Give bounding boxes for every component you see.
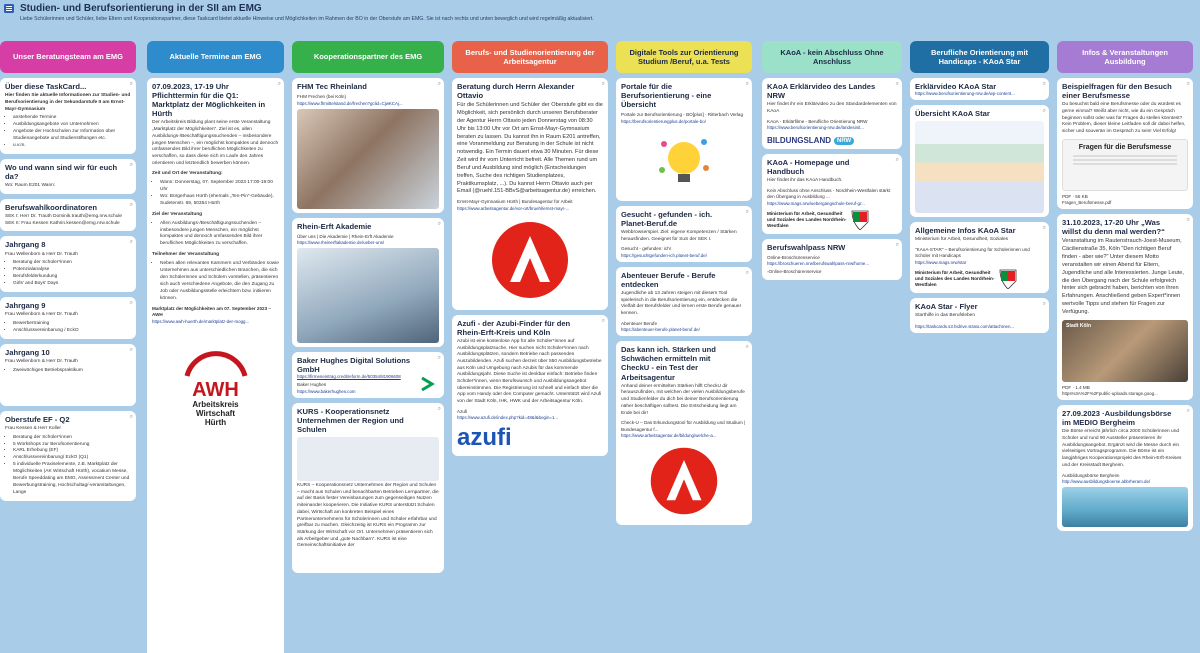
- list-item: • Potenzialanalyse: [13, 267, 131, 274]
- link-title[interactable]: Marktplatz der Möglichkeiten am 07. September 2023 – AWH: [152, 305, 271, 318]
- card-kurs[interactable]: [292, 403, 444, 573]
- card-fhm[interactable]: [292, 78, 444, 213]
- link-url[interactable]: https://abenteuer-berufe.planet-beruf.de/: [621, 327, 700, 333]
- search-icon[interactable]: ⌕: [277, 81, 281, 87]
- pdf-preview-title: Fragen für die Berufsmesse: [1078, 143, 1172, 151]
- link-url[interactable]: https://firmeneintrag.creditreform.de/50354/81906608: [297, 374, 401, 380]
- card-title: Allgemeine Infos KAoA Star: [915, 226, 1016, 236]
- card-title: KAoA Star - Flyer: [915, 301, 978, 311]
- board-subtitle: Liebe Schülerinnen und Schüler, liebe Eltern und Kooperationspartner, diese Taskcard bietet aktuelle Hinweise und Möglichkeiten im Rahmen der BO in der Oberstufe am EMG. Sie ist nach rechts und unten beweglich und wird regelmäßig aktualisiert.: [20, 16, 594, 22]
- link-url[interactable]: https://www.azufi.de/index.php?kid=48&l&begin=1...: [457, 415, 559, 421]
- card-list: [152, 221, 279, 249]
- link-title[interactable]: Online-Broschürenservice: [767, 254, 820, 260]
- link-url[interactable]: https://berufsorientierungplus.de/portale-bo/: [621, 118, 706, 124]
- board-menu-icon[interactable]: [4, 4, 14, 13]
- link-url[interactable]: https://www.mags.nrw/star: [915, 259, 967, 265]
- list-item: • u.v.m.: [13, 143, 131, 150]
- link-url[interactable]: https://broschueren.nrw/berufswahlpass-nrw/home...: [767, 261, 870, 267]
- card-baker-hughes[interactable]: [292, 352, 444, 398]
- link-title[interactable]: Portale zur Berufsorientierung - BO[plus] - Ritterbach Verlag: [621, 112, 744, 118]
- card-rhein-erft[interactable]: [292, 218, 444, 348]
- awh-logo: [152, 327, 279, 437]
- nrw-coat-of-arms-icon: [999, 269, 1017, 289]
- file-name[interactable]: Fragen_Berufsmesse.pdf: [1062, 200, 1112, 206]
- nrw-badge: NRW: [834, 137, 854, 145]
- list-item: • Wann: Donnerstag, 07. September 2023 17:00-19:00 Uhr: [160, 180, 279, 194]
- card-title: Rhein-Erft Akademie: [297, 221, 372, 231]
- column-termine: [147, 41, 284, 653]
- card-text: Frau Wellenborn & Herr Dr. Trauth: [5, 251, 78, 257]
- card-text: Der Arbeitskreis Bildung plant seine erste Veranstaltung „Marktplatz der Möglichkeiten“. Ziel ist es, allen Ausbildungs-/Beschäftigungssuchenden – insbesondere jungen Menschen –, ein möglichst kompaktes und dennoch umfassendes Bild ihrer beruflichen Möglichkeiten zu verschaffen, so dass diese sich im Laufe des Jahres orientieren und letztendlich bewerben können.: [152, 120, 279, 166]
- link-url[interactable]: https://www.bakerhughes.com: [297, 388, 356, 394]
- card-text: Webbrowserspiel. Ziel: eigene Kompetenzen / Stärken herausfinden. Geeignet für SuS der SEK I.: [621, 229, 737, 242]
- card-jahrgang-10[interactable]: [0, 344, 136, 406]
- bildungsland-logo: [767, 136, 897, 145]
- flag-photo: [297, 248, 439, 343]
- link-url[interactable]: https://www.rheinerftakademie.de/ueber-uns/: [297, 240, 385, 246]
- card-title: FHM Tec Rheinland: [297, 82, 367, 91]
- awh-logo-text: AWH: [192, 379, 239, 402]
- card-title: Jahrgang 9: [5, 301, 46, 311]
- card-erklaervideo-star[interactable]: [910, 78, 1049, 100]
- column-header: Aktuelle Termine am EMG: [147, 41, 284, 73]
- list-item: • Anschlussvereinbarung/ EckO (Q1): [13, 455, 131, 462]
- image-placeholder: [767, 269, 897, 275]
- card-was-willst-du[interactable]: [1057, 214, 1193, 400]
- column-header: Kooperationspartner des EMG: [292, 41, 444, 73]
- list-item: • Wo: Bürgerhaus Hürth (ehemals „Ten-Pin“-Gebäude), Sudetenstr. 69, 50354 Hürth: [160, 194, 279, 208]
- link-url[interactable]: https://taskcards.s3.hidrive.strato.com/attachmen...: [915, 323, 1015, 329]
- card-text: Die Börse erreicht jährlich circa 2000 Schülerinnen und Schüler und rund 90 Aussteller präsentieren ihr Ausbildungsangebot. Ergänzt wird die Messe durch ein vielseitiges Vortragsprogramm. Die Börse ist ein langjähriges Kooperationsprojekt des Rhein-Erft-Kreises und der Kreisstadt Bergheim.: [1062, 429, 1182, 468]
- arbeitsagentur-logo: [621, 441, 747, 521]
- card-abenteuer-berufe[interactable]: [616, 267, 752, 336]
- list-item: • Neben allen relevanten Kammern und Verbänden sowie Unternehmen aus unterschiedlichen Branchen, die sich den Schülerinnen und Schülern vorstellen, präsentieren sich auch verschiedene Angebote, die den Zugang zu Job oder Ausbildungsstelle erleichtern bzw. initiieren können.: [160, 261, 279, 303]
- awh-ring-icon: [181, 336, 251, 380]
- nrw-coat-of-arms-icon: [851, 210, 869, 230]
- search-icon[interactable]: ⌕: [1042, 108, 1046, 115]
- search-icon[interactable]: ⌕: [129, 413, 133, 420]
- search-icon[interactable]: ⌕: [437, 81, 441, 87]
- card-taskcard-info[interactable]: [0, 78, 136, 154]
- card-text: Jugendliche ab 13 Jahren steigen mit diesem Tool spielerisch in die Berufsorientierung ein, entdecken die Vielfalt der Berufsfelder und lernen erste Berufe genauer kennen.: [621, 291, 742, 317]
- card-uebersicht-star[interactable]: [910, 105, 1049, 217]
- link-title[interactable]: Azufi: [457, 408, 468, 414]
- link-title[interactable]: FHM Frechen (bei Köln): [297, 94, 347, 100]
- card-title: Jahrgang 10: [5, 347, 50, 357]
- list-item: • Girls' and Boys' Days: [13, 281, 131, 288]
- card-beispielfragen[interactable]: [1057, 78, 1193, 209]
- arbeitsagentur-a-icon: [490, 220, 570, 300]
- link-url[interactable]: https://www.fhmittelstand.de/frechen?gclid=CjwKCAj...: [297, 100, 403, 106]
- card-list: [5, 321, 131, 335]
- card-title: Gesucht - gefunden - ich. Planet-Beruf.de: [621, 209, 713, 228]
- list-item: • anstehende Termine: [13, 115, 131, 122]
- broken-image-icon: ▫: [767, 269, 769, 275]
- card-text: Frau Wellenborn & Herr Dr. Trauth: [5, 312, 78, 318]
- column-digitale-tools: [616, 41, 752, 653]
- kurs-image: [297, 437, 439, 481]
- list-item: • 5 Workshops zur Berufsorientierung: [13, 442, 131, 449]
- search-icon[interactable]: ⌕: [437, 355, 441, 362]
- card-gesucht-gefunden[interactable]: [616, 206, 752, 262]
- card-subheading: Zeit und Ort der Veranstaltung:: [152, 171, 223, 177]
- link-title[interactable]: Check-U – Das Erkundungstool für Ausbildung und Studium | Bundesagentur f...: [621, 420, 746, 432]
- card-oberstufe[interactable]: [0, 411, 136, 501]
- board-header: [0, 0, 1200, 38]
- link-url[interactable]: https://www.arbeitsagentur.de/vor-ort/bruehl/ernst-mayr-...: [457, 205, 570, 211]
- card-text: Wo: Raum E201 Wann:: [5, 183, 56, 189]
- card-berufswahlkoordinatoren[interactable]: [0, 199, 136, 232]
- card-title: Berufswahlkoordinatoren: [5, 202, 97, 212]
- ministry-logo: [767, 210, 897, 230]
- search-icon[interactable]: ⌕: [745, 208, 749, 215]
- list-item: • Beratung der Schüler*innen: [13, 435, 131, 442]
- card-subheading: Teilnehmer der Veranstaltung: [152, 252, 220, 258]
- search-icon[interactable]: ⌕: [745, 269, 749, 276]
- board-title: Studien- und Berufsorientierung in der SII am EMG: [20, 3, 262, 14]
- search-icon[interactable]: ⌕: [1186, 81, 1190, 87]
- card-text: Ministerium für Arbeit, Gesundheit, Soziales: [915, 237, 1009, 243]
- card-ausbildungsboerse[interactable]: [1057, 405, 1193, 531]
- link-url[interactable]: https://www.mags.nrw/uebergangschule-beruf-gr...: [767, 200, 865, 206]
- card-title: Jahrgang 8: [5, 240, 46, 250]
- link-url[interactable]: https://www.arbeitsagentur.de/bildung/welche-a...: [621, 433, 717, 439]
- link-title[interactable]: Kein Abschluss ohne Anschluss - Nordrhein-Westfalen stärkt den Übergang in Ausbildung ...: [767, 187, 891, 200]
- card-kaoa-erklaervideo[interactable]: [762, 78, 902, 149]
- card-list: [5, 260, 131, 288]
- list-item: • Anschlussvereinbarung / EckO: [13, 328, 131, 335]
- card-list: [5, 115, 131, 150]
- card-list: [152, 261, 279, 303]
- column-kaoa-star: [910, 41, 1049, 653]
- card-portale[interactable]: [616, 78, 752, 201]
- list-item: • Beratung der Schüler*innen: [13, 260, 131, 267]
- awh-logo-line: Arbeitskreis: [192, 400, 239, 410]
- baker-hughes-logo-icon: [420, 376, 436, 394]
- search-icon[interactable]: ⌕: [129, 161, 133, 168]
- search-icon[interactable]: ⌕: [1186, 408, 1190, 415]
- lightbulb-icon: [654, 132, 714, 192]
- search-icon[interactable]: ⌕: [1042, 81, 1046, 87]
- search-icon[interactable]: ⌕: [129, 300, 133, 307]
- card-checku[interactable]: [616, 341, 752, 525]
- link-title[interactable]: "KAoA-STAR" – Berufsorientierung für Schülerinnen und Schüler mit Handicaps: [915, 247, 1030, 259]
- card-title: 27.09.2023 ·Ausbildungsbörse im MEDIO Bergheim: [1062, 409, 1172, 428]
- search-icon[interactable]: ⌕: [437, 220, 441, 227]
- search-icon[interactable]: ⌕: [895, 81, 899, 87]
- file-meta: PDF · 55 KB: [1062, 193, 1088, 199]
- link-url[interactable]: https://www.berufsorientierung-nrw.de/landesinit...: [767, 125, 864, 131]
- card-title: Berufswahlpass NRW: [767, 242, 846, 252]
- link-url[interactable]: https://www.berufsorientierung-nrw.de/wp-content...: [915, 91, 1015, 97]
- awh-logo-line: Wirtschaft: [195, 409, 236, 419]
- list-item: • Berufsfelderkundung: [13, 274, 131, 281]
- list-item: • Bewerbertraining: [13, 321, 131, 328]
- card-title: KAoA - Homepage und Handbuch: [767, 158, 850, 177]
- card-title: KURS - Kooperationsnetz Unternehmen der Region und Schulen: [297, 406, 404, 434]
- card-title: Azufi - der Azubi-Finder für den Rhein-Erft-Kreis und Köln: [457, 318, 571, 337]
- students-photo: [297, 109, 439, 209]
- file-meta: PDF · 1.4 MB: [1062, 384, 1090, 390]
- image-alt-text: Online-Broschürenservice: [768, 269, 822, 275]
- search-icon[interactable]: ⌕: [601, 317, 605, 324]
- search-icon[interactable]: ⌕: [895, 241, 899, 248]
- card-text: Starthilfe in das Berufsleben: [915, 312, 975, 318]
- link-url[interactable]: https://www.awh-huerth.de/marktplatz-der-mogg...: [152, 318, 250, 324]
- search-icon[interactable]: ⌕: [129, 346, 133, 353]
- card-beratung-ottavio[interactable]: [452, 78, 608, 310]
- awh-logo-line: Hürth: [204, 418, 227, 428]
- card-text: Für die Schülerinnen und Schüler der Oberstufe gibt es die Möglichkeit, sich persönlich durch unseren Berufsberater der Agentur Herrn Ottavio jeden Donnerstag von 08:30 Uhr bis 13:00 Uhr vor Ort am Ernst-Mayr-Gymnasium beraten zu lassen. Du kannst ihn in Raum E201 antreffen, eine Voranmeldung zur Beratung in der Schule ist nicht notwendig. Ein Termin dauert etwa 30 Minuten. Für diese Zeit wird ihr vom Unterricht befreit. Alle Themen rund um Beruf und Ausbildung sind möglich (Entscheidungen treffen, Suche des richtigen Studienplatzes, Praktikumsplatz, ...). Du kannst Herrn Ottavio auch per Email (@ruehl.151-BBvS@arbeitsagentur.de) erreichen.: [457, 102, 603, 195]
- search-icon[interactable]: ⌕: [745, 344, 749, 351]
- column-header: Digitale Tools zur Orientierung Studium /Beruf, u.a. Tests: [616, 41, 752, 73]
- kaoa-star-overview-image: [915, 121, 1044, 213]
- card-title: 07.09.2023, 17-19 Uhr Pflichttermin für die Q1: Marktplatz der Möglichkeiten in Hürth: [152, 82, 266, 119]
- card-text: Hier findet ihr ein Erklärvideo zu den Standardelementen von KAoA: [767, 102, 897, 114]
- search-icon[interactable]: ⌕: [1042, 225, 1046, 232]
- azufi-logo: azufi: [457, 424, 512, 452]
- card-wo-und-wann[interactable]: [0, 159, 136, 194]
- search-icon[interactable]: ⌕: [601, 81, 605, 87]
- card-text: Frau Kessen & Herr Koller: [5, 425, 61, 431]
- card-kaoa-homepage[interactable]: [762, 154, 902, 234]
- list-item: • Allen Ausbildungs-/Beschäftigungssuchenden – insbesondere jungen Menschen, ein möglichst kompaktes und dennoch umfassendes Bild ihrer beruflichen Möglichkeiten zu verschaffen.: [160, 221, 279, 249]
- card-title: Übersicht KAoA Star: [915, 109, 990, 119]
- search-icon[interactable]: ⌕: [129, 81, 133, 87]
- link-url[interactable]: http://www.ausbildungsboerse.abbrheram.de/: [1062, 478, 1151, 484]
- card-title: Wo und wann sind wir für euch da?: [5, 162, 118, 182]
- card-list: [152, 180, 279, 208]
- arbeitsagentur-a-icon: [649, 446, 719, 516]
- card-title: Erklärvideo KAoA Star: [915, 82, 997, 91]
- card-berufswahlpass[interactable]: [762, 239, 902, 280]
- link-title[interactable]: Ausbildungsbörse Bergheim: [1062, 472, 1120, 478]
- card-title: Abenteuer Berufe - Berufe entdecken: [621, 270, 716, 289]
- search-icon[interactable]: ⌕: [895, 157, 899, 164]
- search-icon[interactable]: ⌕: [129, 201, 133, 208]
- bildungsland-logo-text: BILDUNGSLAND: [767, 136, 831, 146]
- ministry-name: Ministerium für Arbeit, Gesundheit und Soziales des Landes Nordrhein-Westfalen: [915, 269, 995, 287]
- card-subheading: Ziel der Veranstaltung: [152, 211, 203, 217]
- search-icon[interactable]: ⌕: [129, 239, 133, 246]
- card-allgemeine-infos-star[interactable]: [910, 222, 1049, 293]
- column-kaoa: [762, 41, 902, 653]
- board-columns: [0, 41, 1200, 653]
- link-title[interactable]: Abenteuer Berufe: [621, 320, 658, 326]
- card-list: [5, 368, 131, 375]
- file-name[interactable]: https%3A%2F%2Fpublic-uploads.storage.goog...: [1062, 391, 1158, 397]
- card-title: Beratung durch Herrn Alexander Ottavio: [457, 82, 575, 101]
- card-star-flyer[interactable]: [910, 298, 1049, 333]
- search-icon[interactable]: ⌕: [1186, 217, 1190, 224]
- card-title: Beispielfragen für den Besuch einer Berufsmesse: [1062, 82, 1172, 101]
- medio-photo: [1062, 487, 1188, 527]
- card-text: Frau Wellenborn & Herr Dr. Trauth: [5, 358, 78, 364]
- card-azufi[interactable]: [452, 315, 608, 457]
- card-list: [5, 435, 131, 498]
- card-title: Über diese TaskCard...: [5, 82, 87, 91]
- link-title[interactable]: Gesucht - gefunden: ich!: [621, 246, 672, 252]
- list-item: • 5 individuelle Praxiselemente, z.B. Marktplatz der Möglichkeiten (AK Wirtschaft Hürth), vocatium Messe, Berufe Speeddating am EMG, Assessment Center und Bewerbungstraining, Hochschultag/-veranstaltungen, Lange: [13, 462, 131, 497]
- event-photo: [1062, 320, 1188, 382]
- link-title[interactable]: KAoA - Erklärfilme - Berufliche Orientierung NRW: [767, 118, 868, 124]
- list-item: • Angebote der Hochschulen zur Information über Studienangebote und Studienstiftungen etc.: [13, 129, 131, 143]
- column-beratungsteam: [0, 41, 136, 653]
- column-arbeitsagentur: [452, 41, 608, 653]
- column-header: KAoA - kein Abschluss Ohne Anschluss: [762, 41, 902, 73]
- link-title[interactable]: Baker Hughes: [297, 382, 327, 388]
- list-item: • KARL Erhebung (EF): [13, 448, 131, 455]
- card-title: Oberstufe EF - Q2: [5, 414, 70, 424]
- lightbulb-image: [621, 127, 747, 197]
- card-text: KURS – Kooperationsnetz Unternehmen der Region und Schulen – macht aus Schulen und benachbarten Betrieben Lernpartner, die auf der Basis fester Vereinbarungen zum gegenseitigen Nutzen miteinander kooperieren. Die Initiative KURS unterstützt Schulen dabei, Wirtschaft am konkreten Beispiel eines Partnerunternehmens für Schülerinnen und Schüler erfahrbar und greifbar zu machen. Gleichzeitig ist KURS ein Programm zur Stärkung der Wirtschaft vor Ort. Unternehmen präsentieren sich als Arbeitgeber und „gute Nachbarn“. KURS ist eine Gemeinschaftsinitiative der: [297, 483, 439, 549]
- list-item: • Ausbildungsangebote von Unternehmen: [13, 122, 131, 129]
- card-title: KAoA Erklärvideo des Landes NRW: [767, 82, 876, 101]
- link-url[interactable]: https://gesuchtgefunden-ich.planet-beruf.de/: [621, 252, 707, 258]
- column-header: Infos & Veranstaltungen Ausbildung: [1057, 41, 1193, 73]
- column-header: Berufliche Orientierung mit Handicaps - KAoA Star: [910, 41, 1049, 73]
- card-title: Portale für die Berufsorientierung - eine Übersicht: [621, 82, 712, 110]
- card-text: Hier finden Sie aktuelle Informationen zur Studien- und Berufsorientierung in der Sekundarstufe II am Ernst-Mayr-Gymnasium: [5, 93, 131, 112]
- list-item: • Zweiwöchiges Betriebspraktikum: [13, 368, 131, 375]
- card-text: Azubi ist eine kostenlose App für alle Schüler*innen auf Ausbildungsplatzsuche. Hier suchen nicht Schüler*innen nach Ausbildungsplätzen, sondern Betriebe nach passenden Auszubildenden. Azufi suchen derzeit über 550 Ausbildungsbetriebe aus Köln und Umgebung nach Azubis für das kommende Ausbildungsjahr. Diese Suche ist denkbar einfach: Betriebe finden Schüler*innen, wenn Berufswunsch und Ausbildungsangebot übereinstimmen. Die Registrierung ist schnell und einfach über die App vom Handy oder den Computer gemacht. Unterstützt wird Azufi von der Stadt Köln, IHK, HWK und der Arbeitsagentur Köln.: [457, 338, 602, 405]
- ministry-name: Ministerium für Arbeit, Gesundheit und Soziales des Landes Nordrhein-Westfalen: [767, 210, 847, 228]
- card-jahrgang-8[interactable]: [0, 236, 136, 292]
- column-ausbildung: [1057, 41, 1193, 653]
- card-title: Baker Hughes Digital Solutions GmbH: [297, 356, 411, 375]
- card-text: SEK I: Herr Dr. Trauth Dominik.trauth@emg.nrw.schule SEK II: Frau Kessen Kathrin.kessen@emg.nrw.schule: [5, 214, 123, 226]
- card-text: Du besuchst bald eine Berufsmesse oder du würdest es gerne einmal? Weißt aber nicht, wie du ein Gespräch beginnen sollst oder was für Fragen du stellen könntest? Kein Problem, dieser kleine Leitfaden soll dir dabei helfen, sicher und souverän im Gespräch zu sein! Viel Erfolg!: [1062, 102, 1186, 135]
- arbeitsagentur-logo: [457, 214, 603, 306]
- ministry-logo: [915, 269, 1044, 289]
- column-kooperationspartner: [292, 41, 444, 653]
- column-header: Berufs- und Studienorientierung der Arbeitsagentur: [452, 41, 608, 73]
- card-marktplatz[interactable]: [147, 78, 284, 653]
- search-icon[interactable]: ⌕: [1042, 300, 1046, 307]
- card-title: 31.10.2023, 17-20 Uhr „Was willst du denn mal werden?“: [1062, 218, 1165, 237]
- link-title[interactable]: Ernst-Mayr-Gymnasium Hürth | Bundesagentur für Arbeit: [457, 199, 573, 205]
- card-jahrgang-9[interactable]: [0, 297, 136, 339]
- search-icon[interactable]: ⌕: [745, 81, 749, 87]
- search-icon[interactable]: ⌕: [437, 405, 441, 412]
- link-title[interactable]: Über uns | Die Akademie | Rhein-Erft Akademie: [297, 233, 394, 239]
- pdf-preview[interactable]: [1062, 139, 1188, 191]
- card-text: Hier findet ihr das KAoA Handbuch.: [767, 178, 843, 184]
- card-title: Das kann ich. Stärken und Schwächen ermitteln mit CheckU - ein Test der Arbeitsagentur: [621, 345, 716, 382]
- column-header: Unser Beratungsteam am EMG: [0, 41, 136, 73]
- stadt-koeln-badge: Stadt Köln: [1066, 322, 1091, 329]
- card-text: Anhand deiner ermittelten Stärken hilft CheckU dir herauszufinden, mit welchen der vielen Ausbildungsberufe und Studienfelder du dich bei deiner Berufsorientierung näher beschäftigen solltest. Die Entscheidung liegt am Ende bei dir!: [621, 383, 745, 416]
- card-text: Veranstaltung im Rautenstrauch-Joest-Museum, Cäcilienstraße 35, Köln "Den richtigen Beruf finden - aber wie?" Unter diesem Motto veranstalten wir einen Abend für Eltern, Jugendliche und alle Interessierten. Junge Leute, die den Übergang nach der Schule erfolgreich hinter sich gebracht haben, berichten von ihren Erfahrungen. Anschließend geben Expert*innen wertvolle Tipps und stehen für Fragen zur Verfügung.: [1062, 238, 1184, 315]
